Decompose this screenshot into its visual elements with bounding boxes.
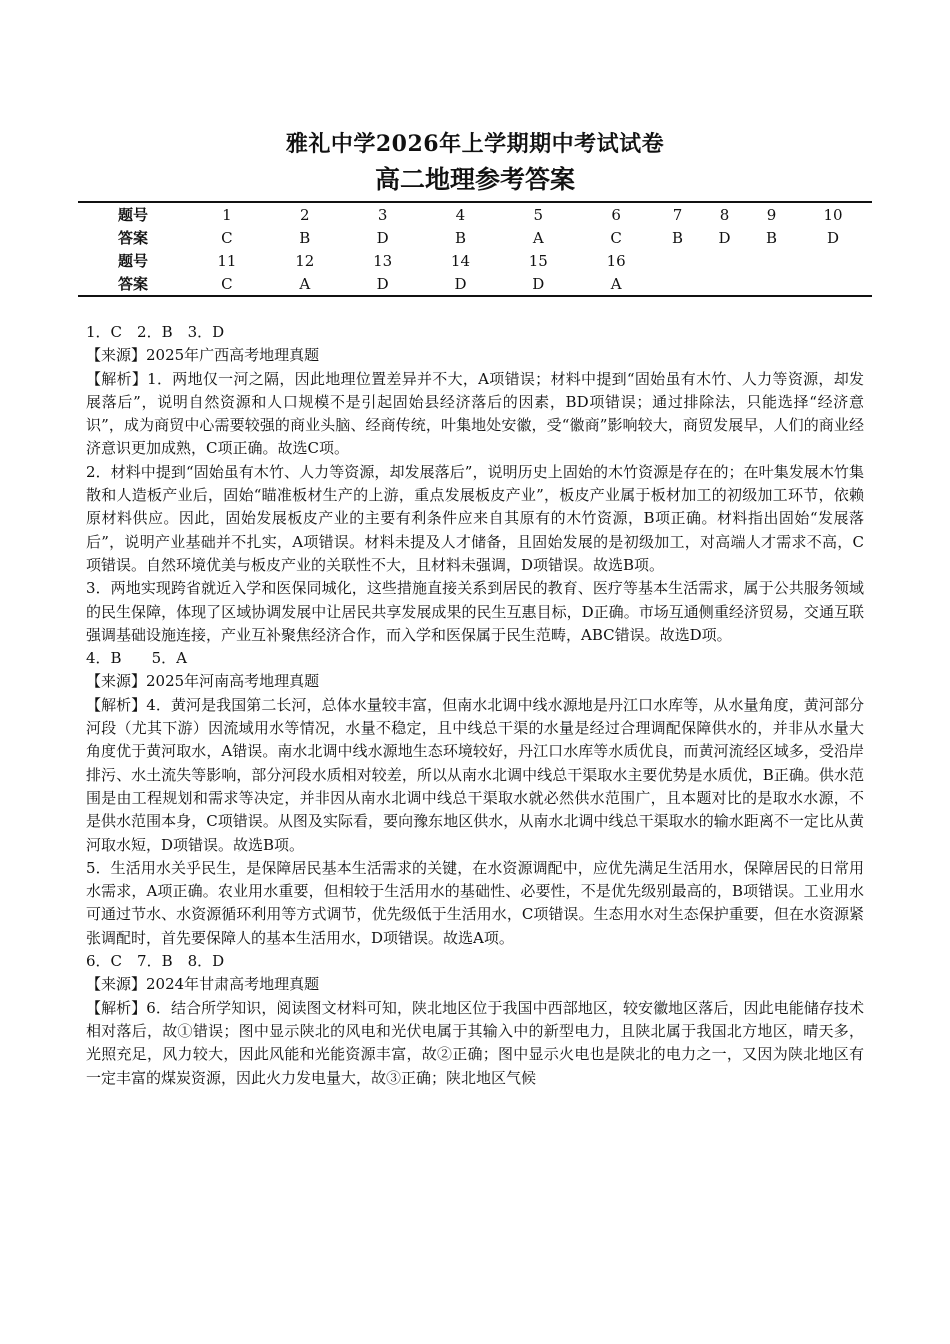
answer-line: 4．B 5．A	[86, 649, 187, 668]
row-header: 答案	[117, 229, 148, 247]
answer-cell	[700, 249, 749, 272]
answer-cell	[700, 272, 749, 296]
answer-cell: D	[376, 274, 389, 293]
answer-cell: 7	[672, 205, 683, 224]
answer-cell: 9	[766, 205, 777, 224]
answer-table-row	[78, 249, 872, 272]
answer-cell: B	[766, 228, 778, 247]
analysis-paragraph: 2．材料中提到“固始虽有木竹、人力等资源，却发展落后”，说明历史上固始的木竹资源是存在的；在叶集发展木竹集散和人造板产业后，固始“瞄准板材生产的上游，重点发展板皮产业”，板皮产业属于板材加工的初级加工环节，依赖原材料供应。因此，固始发展板皮产业的主要有利条件应来自其原有的木竹资源，B项正确。材料指出固始“发展落后”，说明产业基础并不扎实，A项错误。材料未提及人才储备，且固始发展的是初级加工，对高端人才需求不高，C项错误。自然环境优美与板皮产业的关联性不大，且材料未强调，D项错误。故选B项。	[86, 462, 864, 574]
answer-cell: A	[299, 274, 311, 293]
answer-cell: C	[610, 228, 622, 247]
answer-cell: 8	[719, 205, 730, 224]
explanation-body	[86, 321, 864, 1090]
answer-cell: A	[532, 228, 544, 247]
answer-table-row	[78, 272, 872, 296]
answer-cell: 2	[299, 205, 310, 224]
answer-line: 1．C 2．B 3．D	[86, 323, 225, 341]
answer-table-row	[78, 226, 872, 249]
answer-cell: 6	[611, 205, 621, 224]
answer-cell: B	[672, 228, 684, 247]
answer-cell: D	[827, 228, 840, 247]
answer-cell	[794, 272, 872, 296]
source-line: 【来源】2024年甘肃高考地理真题	[86, 975, 320, 994]
answer-key-title: 高二地理参考答案	[374, 165, 575, 194]
analysis-paragraph: 【解析】6．结合所学知识，阅读图文材料可知，陕北地区位于我国中西部地区，较安徽地区落后，因此电能储存技术相对落后，故①错误；图中显示陕北的风电和光伏电属于其输入中的新型电力，且陕北属于我国北方地区，晴天多，光照充足，风力较大，因此风能和光能资源丰富，故②正确；图中显示火电也是陕北的电力之一，又因为陕北地区有一定丰富的煤炭资源，因此火力发电量大，故③正确；陕北地区气候	[86, 998, 864, 1087]
exam-title: 雅礼中学2026年上学期期中考试试卷	[285, 131, 665, 157]
analysis-paragraph: 5．生活用水关乎民生，是保障居民基本生活需求的关键，在水资源调配中，应优先满足生活用水，保障居民的日常用水需求，A项正确。农业用水重要，但相较于生活用水的基础性、必要性，不是优先级别最高的，B项错误。工业用水可通过节水、水资源循环利用等方式调节，优先级低于生活用水，C项错误。生态用水对生态保护重要，但在水资源紧张调配时，首先要保障人的基本生活用水，D项错误。故选A项。	[86, 858, 864, 947]
answer-cell: 5	[533, 205, 544, 224]
answer-cell: 16	[606, 251, 626, 270]
answer-cell: 4	[455, 205, 466, 224]
answer-cell	[749, 249, 794, 272]
answer-cell: C	[221, 228, 233, 247]
row-header: 题号	[117, 252, 148, 270]
answer-table-row	[78, 202, 872, 226]
answer-cell: 10	[823, 205, 843, 224]
analysis-paragraph: 【解析】4．黄河是我国第二长河，总体水量较丰富，但南水北调中线水源地是丹江口水库等，从水量角度，黄河部分河段（尤其下游）因流域用水等情况，水量不稳定，且中线总干渠的水量是经过合理调配保障供水的，并非从水量大角度优于黄河取水，A错误。南水北调中线水源地生态环境较好，丹江口水库等水质优良，而黄河流经区域多，受沿岸排污、水土流失等影响，部分河段水质相对较差，所以从南水北调中线总干渠取水主要优势是水质优，B正确。供水范围是由工程规划和需求等决定，并非因从南水北调中线总干渠取水就必然供水范围广，且本题对比的是取水水源，不是供水范围本身，C项错误。从图及实际看，要向豫东地区供水，从南水北调中线总干渠取水的输水距离不一定比从黄河取水短，D项错误。故选B项。	[86, 695, 864, 854]
answer-cell: 14	[450, 251, 470, 270]
answer-cell: D	[376, 228, 389, 247]
answer-cell: B	[454, 228, 466, 247]
row-header: 题号	[117, 206, 148, 224]
answer-cell: 15	[528, 251, 548, 270]
answer-cell: 11	[217, 251, 237, 270]
answer-table	[78, 201, 872, 297]
source-line: 【来源】2025年广西高考地理真题	[86, 346, 320, 365]
answer-cell: B	[299, 228, 311, 247]
analysis-paragraph: 3．两地实现跨省就近入学和医保同城化，这些措施直接关系到居民的教育、医疗等基本生活需求，属于公共服务领域的民生保障，体现了区域协调发展中让居民共享发展成果的民生互惠目标，D正确。市场互通侧重经济贸易，交通互联强调基础设施连接，产业互补聚焦经济合作，而入学和医保属于民生范畴，ABC错误。故选D项。	[86, 579, 864, 644]
answer-cell: D	[532, 274, 545, 293]
answer-cell: C	[221, 274, 233, 293]
answer-cell: D	[718, 228, 731, 247]
answer-cell: 3	[377, 205, 388, 224]
analysis-paragraph: 【解析】1．两地仅一河之隔，因此地理位置差异并不大，A项错误；材料中提到“固始虽有木竹、人力等资源，却发展落后”，说明自然资源和人口规模不是引起固始县经济落后的因素，BD项错误；通过排除法，只能选择“经济意识”，成为商贸中心需要较强的商业头脑、经商传统，叶集地处安徽，受“徽商”影响较大，商贸发展早，人们的商业经济意识更加成熟，C项正确。故选C项。	[86, 369, 864, 458]
answer-cell	[655, 249, 700, 272]
answer-cell: 1	[222, 205, 232, 224]
answer-cell	[655, 272, 700, 296]
row-header: 答案	[117, 275, 148, 293]
answer-cell	[749, 272, 794, 296]
answer-cell: A	[610, 274, 622, 293]
answer-cell: 12	[295, 251, 315, 270]
answer-cell: D	[454, 274, 467, 293]
answer-line: 6．C 7．B 8．D	[86, 952, 225, 971]
answer-cell: 13	[373, 251, 393, 270]
answer-cell	[794, 249, 872, 272]
source-line: 【来源】2025年河南高考地理真题	[86, 672, 320, 691]
